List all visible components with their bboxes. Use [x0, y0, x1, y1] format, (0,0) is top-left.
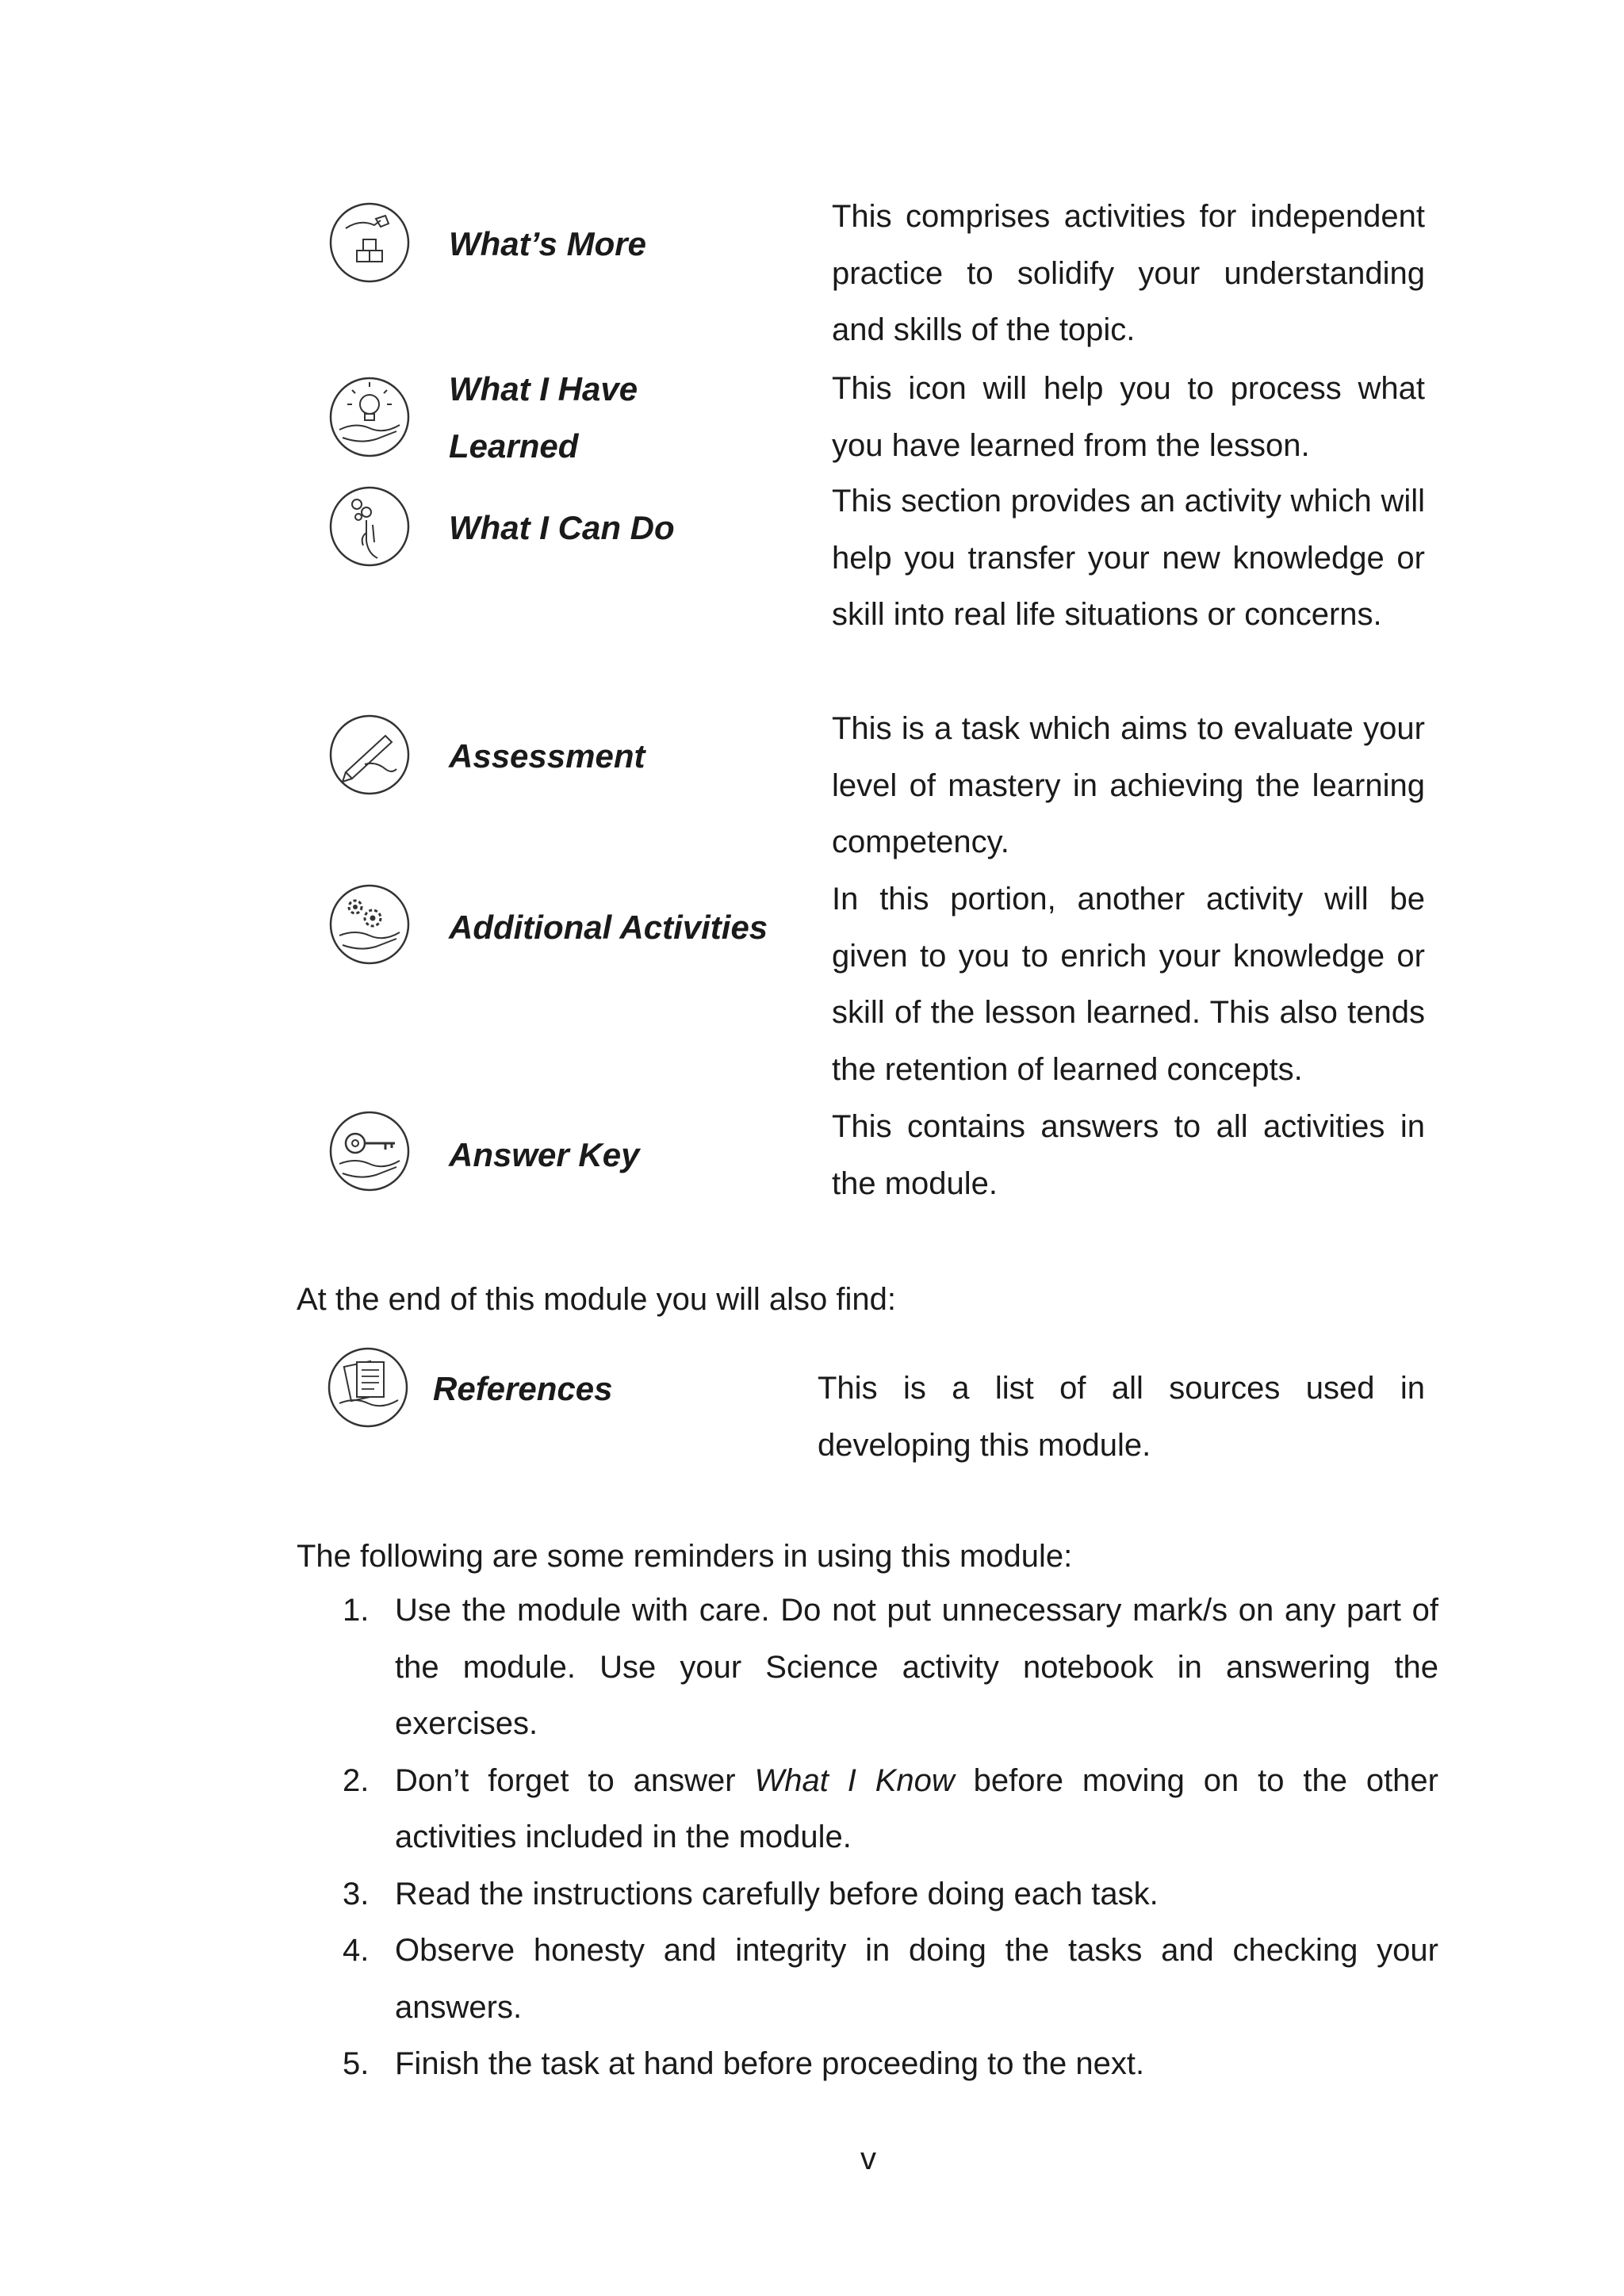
- list-item: 3. Read the instructions carefully before doing each task.: [343, 1876, 1159, 1911]
- section-desc-answer-key: This contains answers to all activities in the module.: [832, 1109, 1425, 1201]
- section-title-whats-more: What’s More: [449, 225, 646, 262]
- section-desc-whats-more: This comprises activities for independent practice to solidify your understanding and skills of the topic.: [832, 199, 1425, 347]
- list-item: 2. Don’t forget to answer What I Know before moving on to the other activities included in the module.: [343, 1762, 1438, 1854]
- section-title-assessment: Assessment: [449, 737, 645, 775]
- section-desc-additional-activities: In this portion, another activity will be given to you to enrich your knowledge or skill of the lesson learned. This also tends the retention of learned concepts.: [832, 882, 1425, 1087]
- section-title-what-i-can-do: What I Can Do: [449, 509, 675, 546]
- what-i-know-emphasis: What I Know: [754, 1762, 955, 1798]
- references-title: References: [433, 1370, 613, 1407]
- gears-hand-icon: [328, 883, 411, 966]
- reminders-list: [333, 1582, 1438, 2093]
- page-number: v: [860, 2141, 876, 2176]
- list-item: 5. Finish the task at hand before proceeding to the next.: [343, 2046, 1145, 2081]
- building-blocks-icon: [328, 201, 411, 284]
- section-desc-what-i-have-learned: This icon will help you to process what you have learned from the lesson.: [832, 371, 1425, 463]
- papers-hand-icon: [327, 1346, 409, 1429]
- hand-pencil-icon: [328, 714, 411, 796]
- section-title-what-i-have-learned: What I Have Learned: [449, 370, 638, 465]
- reminders-intro: The following are some reminders in using this module:: [297, 1539, 1073, 1574]
- list-item: 4. Observe honesty and integrity in doing the tasks and checking your answers.: [343, 1933, 1438, 2025]
- section-desc-what-i-can-do: This section provides an activity which will help you transfer your new knowledge or skill into real life situations or concerns.: [832, 484, 1425, 632]
- end-intro-text: At the end of this module you will also find:: [297, 1282, 896, 1317]
- hand-gears-icon: [328, 485, 411, 568]
- references-desc: This is a list of all sources used in developing this module.: [818, 1371, 1425, 1463]
- key-hand-icon: [328, 1110, 411, 1192]
- section-title-additional-activities: Additional Activities: [449, 909, 768, 946]
- section-desc-assessment: This is a task which aims to evaluate your level of mastery in achieving the learning competency.: [832, 711, 1425, 859]
- list-item: 1. Use the module with care. Do not put unnecessary mark/s on any part of the module. Use your Science activity notebook in answering the exercises.: [343, 1593, 1438, 1741]
- lightbulb-hand-icon: [328, 376, 411, 458]
- section-title-answer-key: Answer Key: [449, 1136, 640, 1173]
